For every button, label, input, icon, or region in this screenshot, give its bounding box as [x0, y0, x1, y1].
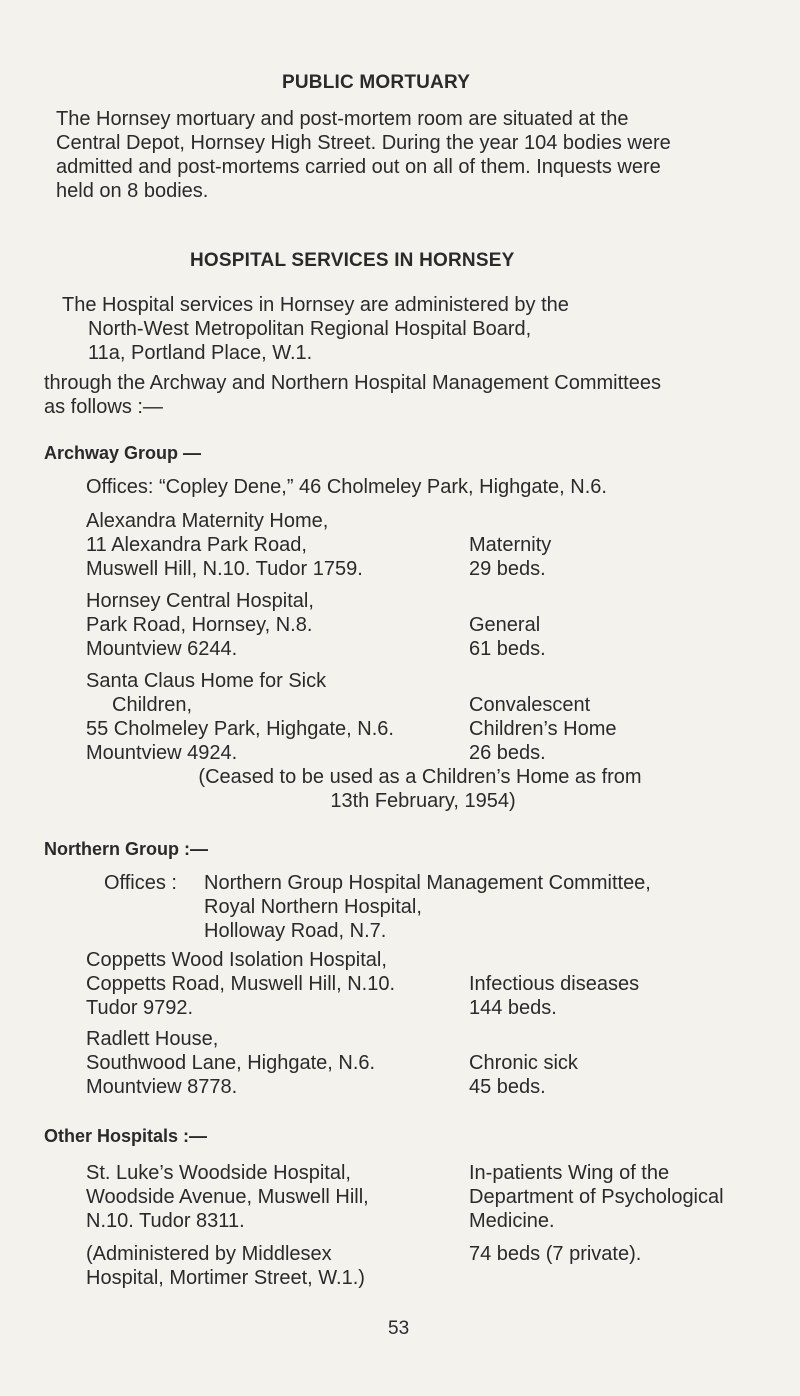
- entry-line: 55 Cholmeley Park, Highgate, N.6.: [86, 718, 394, 740]
- entry-line: Convalescent: [469, 694, 591, 716]
- group-heading-other-hospitals: Other Hospitals :—: [44, 1126, 208, 1146]
- northern-offices-label: Offices :: [104, 872, 177, 894]
- entry-line: Department of Psychological: [469, 1186, 724, 1208]
- hospital-services-through: [44, 371, 661, 419]
- entry-line: 45 beds.: [469, 1076, 546, 1098]
- note-line: 13th February, 1954): [330, 790, 516, 812]
- other-entry-right: [469, 1242, 641, 1266]
- entry-line: General: [469, 614, 541, 636]
- mortuary-paragraph: [56, 107, 671, 203]
- through-line: through the Archway and Northern Hospital Management Committees: [44, 372, 661, 394]
- entry-line: Children’s Home: [469, 718, 617, 740]
- entry-line: Medicine.: [469, 1210, 555, 1232]
- offices-line: Holloway Road, N.7.: [204, 920, 387, 942]
- other-entry-left: [86, 1161, 369, 1233]
- archway-entry-right: [469, 613, 546, 661]
- offices-line: Royal Northern Hospital,: [204, 896, 422, 918]
- entry-line: Infectious diseases: [469, 973, 640, 995]
- entry-line: N.10. Tudor 8311.: [86, 1210, 245, 1232]
- entry-line: Mountview 8778.: [86, 1076, 238, 1098]
- northern-entry-left: [86, 1027, 375, 1099]
- mortuary-line: The Hornsey mortuary and post-mortem room are situated at the: [56, 108, 629, 130]
- mortuary-line: held on 8 bodies.: [56, 180, 209, 202]
- entry-line: Hospital, Mortimer Street, W.1.): [86, 1267, 365, 1289]
- mortuary-line: admitted and post-mortems carried out on all of them. Inquests were: [56, 156, 661, 178]
- section-heading-hospital-services: HOSPITAL SERVICES IN HORNSEY: [190, 250, 515, 271]
- northern-entry-right: [469, 972, 639, 1020]
- entry-line: 26 beds.: [469, 742, 546, 764]
- group-heading-archway: Archway Group —: [44, 443, 202, 463]
- entry-line: 61 beds.: [469, 638, 546, 660]
- entry-line: Coppetts Wood Isolation Hospital,: [86, 949, 387, 971]
- mortuary-line: Central Depot, Hornsey High Street. During the year 104 bodies were: [56, 132, 671, 154]
- northern-entry-left: [86, 948, 395, 1020]
- entry-line: 29 beds.: [469, 558, 546, 580]
- northern-offices-address: [204, 871, 651, 943]
- entry-line: Mountview 4924.: [86, 742, 238, 764]
- entry-line: Coppetts Road, Muswell Hill, N.10.: [86, 973, 396, 995]
- entry-line: Park Road, Hornsey, N.8.: [86, 614, 313, 636]
- entry-line: In-patients Wing of the: [469, 1162, 670, 1184]
- hospital-services-intro: [62, 293, 569, 365]
- entry-line: St. Luke’s Woodside Hospital,: [86, 1162, 351, 1184]
- entry-line: Mountview 6244.: [86, 638, 238, 660]
- entry-line: Santa Claus Home for Sick: [86, 670, 327, 692]
- entry-line: Southwood Lane, Highgate, N.6.: [86, 1052, 376, 1074]
- entry-line: (Administered by Middlesex: [86, 1243, 332, 1265]
- archway-entry-left: [86, 669, 394, 765]
- entry-line: Woodside Avenue, Muswell Hill,: [86, 1186, 369, 1208]
- note-line: (Ceased to be used as a Children’s Home as from: [198, 766, 642, 788]
- entry-line: Chronic sick: [469, 1052, 578, 1074]
- entry-line: Alexandra Maternity Home,: [86, 510, 329, 532]
- archway-entry-right: [469, 533, 551, 581]
- archway-entry-left: [86, 589, 314, 661]
- entry-line: Children,: [112, 694, 193, 716]
- intro-line: 11a, Portland Place, W.1.: [88, 342, 313, 364]
- group-heading-northern: Northern Group :—: [44, 839, 208, 859]
- intro-line: North-West Metropolitan Regional Hospital Board,: [88, 318, 532, 340]
- other-entry-right: [469, 1161, 724, 1233]
- entry-line: 11 Alexandra Park Road,: [86, 534, 307, 556]
- archway-note: [0, 765, 800, 813]
- archway-entry-left: [86, 509, 363, 581]
- entry-line: Maternity: [469, 534, 552, 556]
- entry-line: 74 beds (7 private).: [469, 1243, 642, 1265]
- entry-line: 144 beds.: [469, 997, 557, 1019]
- entry-line: Hornsey Central Hospital,: [86, 590, 314, 612]
- archway-offices: Offices: “Copley Dene,” 46 Cholmeley Park, Highgate, N.6.: [86, 476, 607, 498]
- page-number: 53: [388, 1318, 410, 1339]
- offices-line: Northern Group Hospital Management Committee,: [204, 872, 651, 894]
- other-entry-left: [86, 1242, 365, 1290]
- entry-line: Radlett House,: [86, 1028, 219, 1050]
- through-line: as follows :—: [44, 396, 163, 418]
- entry-line: Tudor 9792.: [86, 997, 194, 1019]
- entry-line: Muswell Hill, N.10. Tudor 1759.: [86, 558, 363, 580]
- archway-entry-right: [469, 693, 616, 765]
- northern-entry-right: [469, 1051, 578, 1099]
- section-heading-public-mortuary: PUBLIC MORTUARY: [282, 72, 471, 93]
- intro-line: The Hospital services in Hornsey are administered by the: [62, 294, 569, 316]
